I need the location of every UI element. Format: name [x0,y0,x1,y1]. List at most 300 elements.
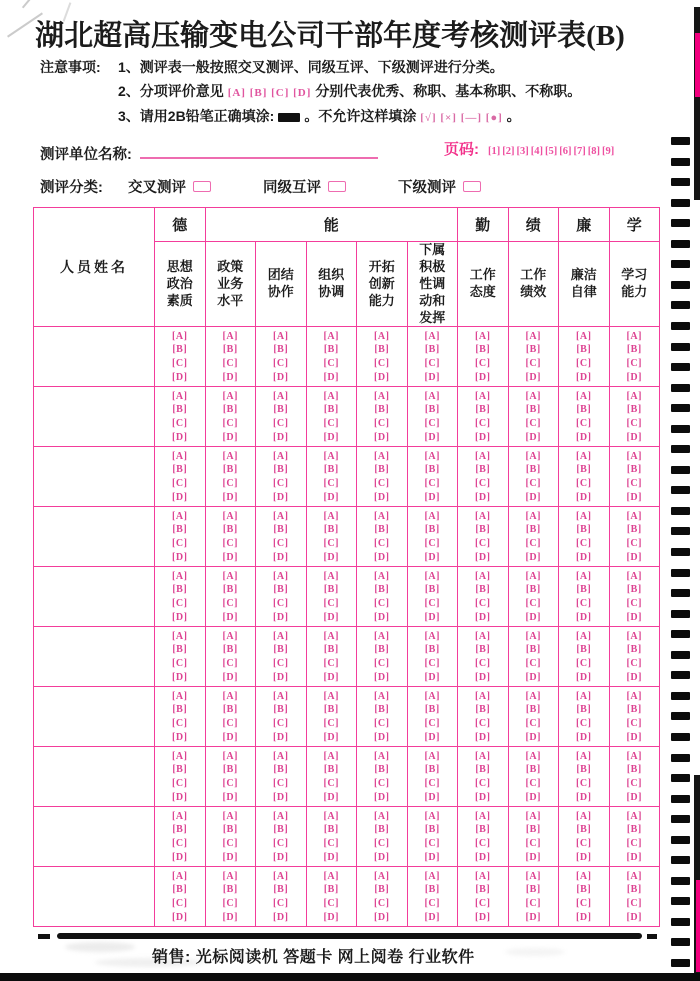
option-bubble[interactable]: [D] [172,371,188,383]
option-bubble[interactable]: [A] [374,750,390,762]
option-bubble[interactable]: [A] [323,690,339,702]
option-bubble[interactable]: [C] [626,357,642,369]
option-bubble[interactable]: [C] [172,717,188,729]
option-bubble[interactable]: [D] [222,791,238,803]
option-bubble[interactable]: [D] [172,551,188,563]
option-bubble[interactable]: [D] [576,671,592,683]
option-bubble[interactable]: [B] [172,884,188,896]
option-bubble[interactable]: [D] [626,911,642,923]
option-bubble[interactable]: [A] [424,750,440,762]
option-bubble[interactable]: [D] [172,491,188,503]
option-bubble[interactable]: [B] [424,644,440,656]
option-bubble[interactable]: [D] [475,371,491,383]
option-bubble[interactable]: [D] [525,851,541,863]
option-bubble[interactable]: [A] [323,570,339,582]
option-bubble[interactable]: [B] [172,524,188,536]
option-bubble[interactable]: [C] [374,897,390,909]
option-bubble[interactable]: [C] [626,717,642,729]
option-bubble[interactable]: [D] [424,491,440,503]
option-bubble[interactable]: [B] [323,644,339,656]
page-number-bubble[interactable]: [4] [530,146,543,157]
option-bubble[interactable]: [D] [222,731,238,743]
option-bubble[interactable]: [C] [525,417,541,429]
option-bubble[interactable]: [C] [222,357,238,369]
option-bubble[interactable]: [C] [424,357,440,369]
option-bubble[interactable]: [A] [475,330,491,342]
option-bubble[interactable]: [B] [323,764,339,776]
option-bubble[interactable]: [B] [374,704,390,716]
option-bubble[interactable]: [D] [626,551,642,563]
option-bubble[interactable]: [B] [323,584,339,596]
option-bubble[interactable]: [B] [525,824,541,836]
option-bubble[interactable]: [A] [525,510,541,522]
option-bubble[interactable]: [D] [475,791,491,803]
option-bubble[interactable]: [D] [424,791,440,803]
page-number-bubble[interactable]: [7] [573,146,586,157]
option-bubble[interactable]: [C] [323,537,339,549]
option-bubble[interactable]: [C] [172,537,188,549]
option-bubble[interactable]: [D] [222,911,238,923]
page-number-bubble[interactable]: [6] [559,146,572,157]
option-bubble[interactable]: [B] [576,704,592,716]
option-bubble[interactable]: [D] [323,731,339,743]
person-name-cell[interactable] [34,567,155,627]
category-checkbox[interactable] [463,181,481,192]
option-bubble[interactable]: [B] [374,404,390,416]
option-bubble[interactable]: [C] [525,657,541,669]
option-bubble[interactable]: [D] [475,911,491,923]
option-bubble[interactable]: [A] [323,810,339,822]
option-bubble[interactable]: [D] [525,371,541,383]
option-bubble[interactable]: [A] [374,390,390,402]
option-bubble[interactable]: [C] [475,897,491,909]
option-bubble[interactable]: [D] [222,611,238,623]
option-bubble[interactable]: [A] [273,570,289,582]
option-bubble[interactable]: [A] [273,870,289,882]
option-bubble[interactable]: [B] [374,584,390,596]
option-bubble[interactable]: [A] [374,810,390,822]
option-bubble[interactable]: [B] [323,464,339,476]
option-bubble[interactable]: [B] [475,884,491,896]
option-bubble[interactable]: [C] [475,477,491,489]
option-bubble[interactable]: [B] [475,644,491,656]
option-bubble[interactable]: [C] [172,597,188,609]
option-bubble[interactable]: [D] [626,671,642,683]
option-bubble[interactable]: [C] [475,837,491,849]
option-bubble[interactable]: [A] [576,450,592,462]
option-bubble[interactable]: [A] [374,450,390,462]
option-bubble[interactable]: [B] [172,824,188,836]
option-bubble[interactable]: [C] [273,837,289,849]
option-bubble[interactable]: [B] [576,464,592,476]
option-bubble[interactable]: [C] [475,777,491,789]
option-bubble[interactable]: [C] [475,717,491,729]
option-bubble[interactable]: [C] [323,417,339,429]
option-bubble[interactable]: [B] [323,344,339,356]
option-bubble[interactable]: [C] [626,837,642,849]
option-bubble[interactable]: [C] [576,717,592,729]
option-bubble[interactable]: [B] [374,884,390,896]
option-bubble[interactable]: [A] [222,330,238,342]
option-bubble[interactable]: [C] [323,357,339,369]
option-bubble[interactable]: [B] [626,764,642,776]
option-bubble[interactable]: [C] [374,837,390,849]
option-bubble[interactable]: [A] [424,510,440,522]
option-bubble[interactable]: [D] [475,611,491,623]
option-bubble[interactable]: [D] [222,671,238,683]
option-bubble[interactable]: [A] [424,630,440,642]
option-bubble[interactable]: [C] [424,597,440,609]
option-bubble[interactable]: [D] [273,911,289,923]
option-bubble[interactable]: [D] [374,551,390,563]
option-bubble[interactable]: [B] [424,764,440,776]
option-bubble[interactable]: [B] [424,584,440,596]
option-bubble[interactable]: [C] [172,477,188,489]
option-bubble[interactable]: [B] [576,884,592,896]
option-bubble[interactable]: [A] [323,870,339,882]
person-name-cell[interactable] [34,387,155,447]
option-bubble[interactable]: [C] [323,597,339,609]
option-bubble[interactable]: [D] [475,431,491,443]
option-bubble[interactable]: [A] [475,390,491,402]
option-bubble[interactable]: [C] [273,717,289,729]
option-bubble[interactable]: [D] [374,371,390,383]
option-bubble[interactable]: [B] [222,764,238,776]
option-bubble[interactable]: [A] [626,510,642,522]
option-bubble[interactable]: [B] [172,764,188,776]
option-bubble[interactable]: [C] [374,357,390,369]
option-bubble[interactable]: [B] [172,344,188,356]
option-bubble[interactable]: [A] [172,870,188,882]
option-bubble[interactable]: [C] [424,897,440,909]
option-bubble[interactable]: [C] [525,357,541,369]
option-bubble[interactable]: [B] [475,524,491,536]
option-bubble[interactable]: [B] [222,524,238,536]
option-bubble[interactable]: [A] [626,330,642,342]
option-bubble[interactable]: [C] [273,357,289,369]
option-bubble[interactable]: [B] [525,584,541,596]
category-checkbox[interactable] [328,181,346,192]
option-bubble[interactable]: [D] [323,551,339,563]
option-bubble[interactable]: [A] [222,450,238,462]
option-bubble[interactable]: [B] [424,824,440,836]
option-bubble[interactable]: [A] [475,810,491,822]
option-bubble[interactable]: [B] [475,704,491,716]
option-bubble[interactable]: [D] [323,671,339,683]
option-bubble[interactable]: [C] [576,657,592,669]
option-bubble[interactable]: [D] [172,791,188,803]
option-bubble[interactable]: [C] [323,897,339,909]
option-bubble[interactable]: [A] [475,750,491,762]
option-bubble[interactable]: [B] [576,404,592,416]
option-bubble[interactable]: [D] [525,491,541,503]
option-bubble[interactable]: [D] [576,611,592,623]
option-bubble[interactable]: [D] [626,731,642,743]
option-bubble[interactable]: [B] [626,404,642,416]
option-bubble[interactable]: [A] [222,810,238,822]
option-bubble[interactable]: [A] [576,390,592,402]
option-bubble[interactable]: [B] [475,404,491,416]
option-bubble[interactable]: [A] [172,810,188,822]
option-bubble[interactable]: [B] [273,884,289,896]
option-bubble[interactable]: [B] [626,524,642,536]
option-bubble[interactable]: [D] [626,491,642,503]
option-bubble[interactable]: [C] [222,537,238,549]
category-checkbox[interactable] [193,181,211,192]
page-number-bubble[interactable]: [9] [602,146,615,157]
option-bubble[interactable]: [C] [424,717,440,729]
option-bubble[interactable]: [D] [172,851,188,863]
option-bubble[interactable]: [A] [323,330,339,342]
option-bubble[interactable]: [B] [222,464,238,476]
option-bubble[interactable]: [D] [323,851,339,863]
option-bubble[interactable]: [B] [273,644,289,656]
option-bubble[interactable]: [B] [172,704,188,716]
option-bubble[interactable]: [B] [273,764,289,776]
option-bubble[interactable]: [B] [172,404,188,416]
option-bubble[interactable]: [D] [273,551,289,563]
option-bubble[interactable]: [D] [475,491,491,503]
option-bubble[interactable]: [C] [576,357,592,369]
option-bubble[interactable]: [B] [626,584,642,596]
option-bubble[interactable]: [D] [424,551,440,563]
option-bubble[interactable]: [C] [626,897,642,909]
page-number-bubble[interactable]: [3] [516,146,529,157]
option-bubble[interactable]: [B] [273,704,289,716]
option-bubble[interactable]: [C] [626,657,642,669]
option-bubble[interactable]: [A] [424,570,440,582]
option-bubble[interactable]: [A] [525,810,541,822]
option-bubble[interactable]: [B] [374,764,390,776]
option-bubble[interactable]: [A] [374,690,390,702]
option-bubble[interactable]: [C] [222,657,238,669]
option-bubble[interactable]: [D] [273,731,289,743]
option-bubble[interactable]: [B] [626,884,642,896]
option-bubble[interactable]: [C] [172,837,188,849]
option-bubble[interactable]: [C] [475,597,491,609]
option-bubble[interactable]: [D] [475,731,491,743]
option-bubble[interactable]: [C] [273,417,289,429]
option-bubble[interactable]: [C] [273,597,289,609]
option-bubble[interactable]: [B] [273,344,289,356]
option-bubble[interactable]: [B] [273,404,289,416]
option-bubble[interactable]: [D] [424,371,440,383]
option-bubble[interactable]: [A] [374,510,390,522]
option-bubble[interactable]: [D] [424,851,440,863]
option-bubble[interactable]: [B] [323,524,339,536]
option-bubble[interactable]: [C] [222,477,238,489]
option-bubble[interactable]: [B] [525,884,541,896]
option-bubble[interactable]: [D] [525,431,541,443]
person-name-cell[interactable] [34,327,155,387]
option-bubble[interactable]: [C] [576,477,592,489]
option-bubble[interactable]: [A] [576,750,592,762]
option-bubble[interactable]: [D] [374,731,390,743]
option-bubble[interactable]: [A] [475,690,491,702]
option-bubble[interactable]: [C] [222,717,238,729]
option-bubble[interactable]: [B] [475,824,491,836]
option-bubble[interactable]: [D] [172,671,188,683]
option-bubble[interactable]: [D] [222,551,238,563]
option-bubble[interactable]: [A] [424,390,440,402]
option-bubble[interactable]: [A] [525,390,541,402]
option-bubble[interactable]: [C] [525,897,541,909]
option-bubble[interactable]: [C] [475,417,491,429]
option-bubble[interactable]: [C] [475,657,491,669]
option-bubble[interactable]: [C] [424,777,440,789]
option-bubble[interactable]: [B] [323,704,339,716]
option-bubble[interactable]: [A] [475,510,491,522]
option-bubble[interactable]: [A] [525,750,541,762]
option-bubble[interactable]: [A] [273,750,289,762]
option-bubble[interactable]: [A] [222,630,238,642]
option-bubble[interactable]: [A] [374,630,390,642]
option-bubble[interactable]: [B] [475,464,491,476]
option-bubble[interactable]: [A] [525,690,541,702]
option-bubble[interactable]: [B] [475,344,491,356]
option-bubble[interactable]: [D] [374,791,390,803]
option-bubble[interactable]: [B] [374,644,390,656]
option-bubble[interactable]: [A] [273,510,289,522]
option-bubble[interactable]: [A] [626,750,642,762]
option-bubble[interactable]: [B] [424,464,440,476]
option-bubble[interactable]: [D] [424,731,440,743]
option-bubble[interactable]: [D] [273,371,289,383]
option-bubble[interactable]: [C] [273,537,289,549]
option-bubble[interactable]: [C] [172,657,188,669]
option-bubble[interactable]: [A] [424,330,440,342]
option-bubble[interactable]: [A] [374,330,390,342]
option-bubble[interactable]: [C] [273,777,289,789]
option-bubble[interactable]: [B] [525,764,541,776]
option-bubble[interactable]: [A] [626,690,642,702]
option-bubble[interactable]: [A] [323,450,339,462]
option-bubble[interactable]: [B] [172,584,188,596]
option-bubble[interactable]: [A] [525,450,541,462]
option-bubble[interactable]: [A] [374,570,390,582]
option-bubble[interactable]: [D] [273,791,289,803]
option-bubble[interactable]: [D] [374,671,390,683]
option-bubble[interactable]: [D] [475,551,491,563]
option-bubble[interactable]: [D] [576,791,592,803]
person-name-cell[interactable] [34,447,155,507]
option-bubble[interactable]: [B] [222,404,238,416]
option-bubble[interactable]: [B] [273,584,289,596]
option-bubble[interactable]: [C] [374,597,390,609]
option-bubble[interactable]: [C] [424,837,440,849]
option-bubble[interactable]: [B] [424,404,440,416]
option-bubble[interactable]: [D] [626,851,642,863]
option-bubble[interactable]: [B] [374,464,390,476]
option-bubble[interactable]: [B] [525,704,541,716]
option-bubble[interactable]: [B] [525,644,541,656]
option-bubble[interactable]: [B] [475,584,491,596]
option-bubble[interactable]: [D] [626,611,642,623]
option-bubble[interactable]: [D] [525,731,541,743]
option-bubble[interactable]: [B] [172,644,188,656]
option-bubble[interactable]: [A] [222,870,238,882]
person-name-cell[interactable] [34,867,155,927]
option-bubble[interactable]: [A] [475,630,491,642]
option-bubble[interactable]: [C] [424,657,440,669]
option-bubble[interactable]: [D] [222,371,238,383]
option-bubble[interactable]: [C] [172,777,188,789]
option-bubble[interactable]: [D] [222,431,238,443]
option-bubble[interactable]: [D] [424,611,440,623]
option-bubble[interactable]: [B] [626,344,642,356]
option-bubble[interactable]: [D] [172,611,188,623]
option-bubble[interactable]: [D] [525,911,541,923]
option-bubble[interactable]: [D] [374,431,390,443]
option-bubble[interactable]: [A] [222,750,238,762]
option-bubble[interactable]: [B] [475,764,491,776]
option-bubble[interactable]: [A] [222,390,238,402]
option-bubble[interactable]: [A] [424,450,440,462]
option-bubble[interactable]: [A] [172,390,188,402]
option-bubble[interactable]: [C] [323,477,339,489]
option-bubble[interactable]: [D] [323,791,339,803]
option-bubble[interactable]: [C] [374,777,390,789]
option-bubble[interactable]: [A] [273,450,289,462]
option-bubble[interactable]: [C] [222,417,238,429]
option-bubble[interactable]: [C] [374,477,390,489]
page-number-bubble[interactable]: [8] [587,146,600,157]
option-bubble[interactable]: [D] [525,551,541,563]
option-bubble[interactable]: [C] [374,717,390,729]
option-bubble[interactable]: [C] [626,597,642,609]
option-bubble[interactable]: [B] [374,824,390,836]
option-bubble[interactable]: [C] [273,657,289,669]
option-bubble[interactable]: [C] [576,537,592,549]
option-bubble[interactable]: [D] [626,431,642,443]
option-bubble[interactable]: [A] [172,630,188,642]
option-bubble[interactable]: [A] [172,330,188,342]
option-bubble[interactable]: [A] [576,570,592,582]
option-bubble[interactable]: [A] [172,510,188,522]
option-bubble[interactable]: [D] [576,851,592,863]
option-bubble[interactable]: [D] [273,611,289,623]
option-bubble[interactable]: [C] [525,537,541,549]
option-bubble[interactable]: [A] [626,810,642,822]
option-bubble[interactable]: [C] [172,897,188,909]
option-bubble[interactable]: [B] [525,404,541,416]
option-bubble[interactable]: [A] [626,390,642,402]
option-bubble[interactable]: [D] [374,491,390,503]
option-bubble[interactable]: [D] [424,911,440,923]
option-bubble[interactable]: [A] [475,870,491,882]
option-bubble[interactable]: [D] [323,431,339,443]
option-bubble[interactable]: [B] [374,524,390,536]
option-bubble[interactable]: [B] [525,464,541,476]
option-bubble[interactable]: [A] [323,390,339,402]
option-bubble[interactable]: [A] [273,690,289,702]
option-bubble[interactable]: [D] [475,671,491,683]
option-bubble[interactable]: [B] [374,344,390,356]
option-bubble[interactable]: [C] [525,777,541,789]
option-bubble[interactable]: [A] [525,870,541,882]
person-name-cell[interactable] [34,687,155,747]
option-bubble[interactable]: [C] [374,657,390,669]
option-bubble[interactable]: [D] [576,491,592,503]
option-bubble[interactable]: [C] [525,477,541,489]
option-bubble[interactable]: [B] [424,524,440,536]
option-bubble[interactable]: [A] [475,570,491,582]
option-bubble[interactable]: [C] [424,477,440,489]
option-bubble[interactable]: [C] [525,717,541,729]
option-bubble[interactable]: [D] [576,551,592,563]
option-bubble[interactable]: [D] [273,671,289,683]
option-bubble[interactable]: [D] [273,431,289,443]
